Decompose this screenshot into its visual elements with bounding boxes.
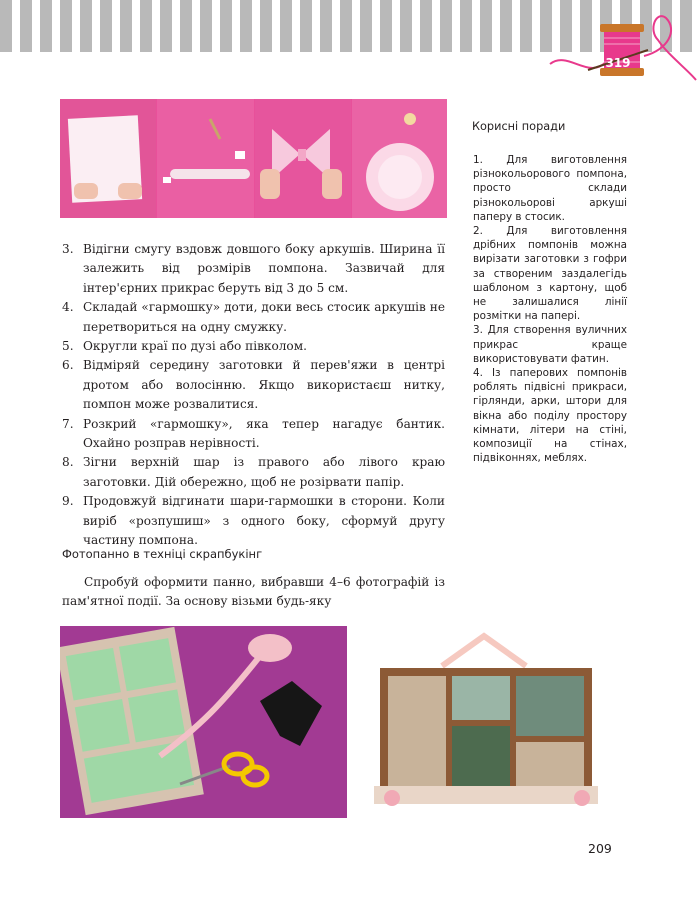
step-text: Розкрий «гармошку», яка тепер нагадує бантик. Охайно розправ нерівності. (83, 416, 445, 451)
list-item (62, 240, 445, 298)
step-number: 8. (62, 455, 74, 470)
steps-list (62, 240, 445, 551)
step-number: 6. (62, 358, 74, 373)
tips-sidebar (467, 120, 627, 465)
pompon-steps-photo (60, 99, 447, 218)
materials-photo (60, 626, 347, 818)
list-item (62, 453, 445, 492)
tip-item: 2. Для виготовлення дрібних помпонів можна вирізати заготовки з гофри за створеним заздалегідь шаблоном з картону, щоб не залишалися лінії розмітки на папері. (473, 225, 627, 323)
step-text: Відігни смугу вздовж довшого боку аркушів. Ширина її залежить від розмірів помпона. Зазвичай для інтер'єрних прикрас беруть від 3 до 5 см. (83, 242, 445, 295)
section-paragraph: Спробуй оформити панно, вибравши 4–6 фотографій із пам'ятної події. За основу візьми будь-яку (62, 575, 445, 609)
step-text: Зігни верхній шар із правого або лівого краю заготовки. Дій обережно, щоб не розірвати папір. (83, 455, 445, 489)
page-badge: 319 (605, 56, 631, 70)
tips-title: Корисні поради (472, 120, 566, 133)
step-number: 5. (62, 339, 74, 354)
tip-item: 1. Для виготовлення різнокольорового помпона, просто склади різнокольорові аркуші паперу в стосик. (473, 154, 627, 223)
step-number: 4. (62, 300, 74, 315)
step-number: 9. (62, 494, 74, 509)
scrapbook-frame-photo (354, 626, 618, 818)
list-item (62, 298, 445, 337)
thread-spool-icon (548, 10, 698, 90)
list-item (62, 492, 445, 550)
step-number: 3. (62, 242, 74, 256)
step-text: Складай «гармошку» доти, доки весь стосик аркушів не перетвориться на одну смужку. (83, 300, 445, 334)
tip-item: 4. Із паперових помпонів роблять підвісні прикраси, гірлянди, арки, штори для вікна або поділу простору кімнати, літери на стіні, композиції на стінах, підвіконнях, меблях. (473, 367, 627, 465)
list-item (62, 415, 445, 454)
tip-item: 3. Для створення вуличних прикрас краще використовувати фатин. (473, 324, 627, 365)
page-number: 209 (588, 841, 612, 856)
section-title: Фотопанно в техніці скрапбукінг (62, 547, 263, 561)
step-text: Продовжуй відгинати шари-гармошки в сторони. Коли виріб «розпушиш» з одного боку, сформуй другу частину помпона. (83, 494, 445, 548)
step-text: Округли краї по дузі або півколом. (83, 339, 307, 354)
step-text: Відміряй середину заготовки й перев'яжи в центрі дротом або волосінню. Якщо використаєш нитку, помпон може розвалитися. (83, 358, 445, 412)
list-item (62, 356, 445, 414)
list-item (62, 337, 445, 356)
step-number: 7. (62, 416, 74, 431)
